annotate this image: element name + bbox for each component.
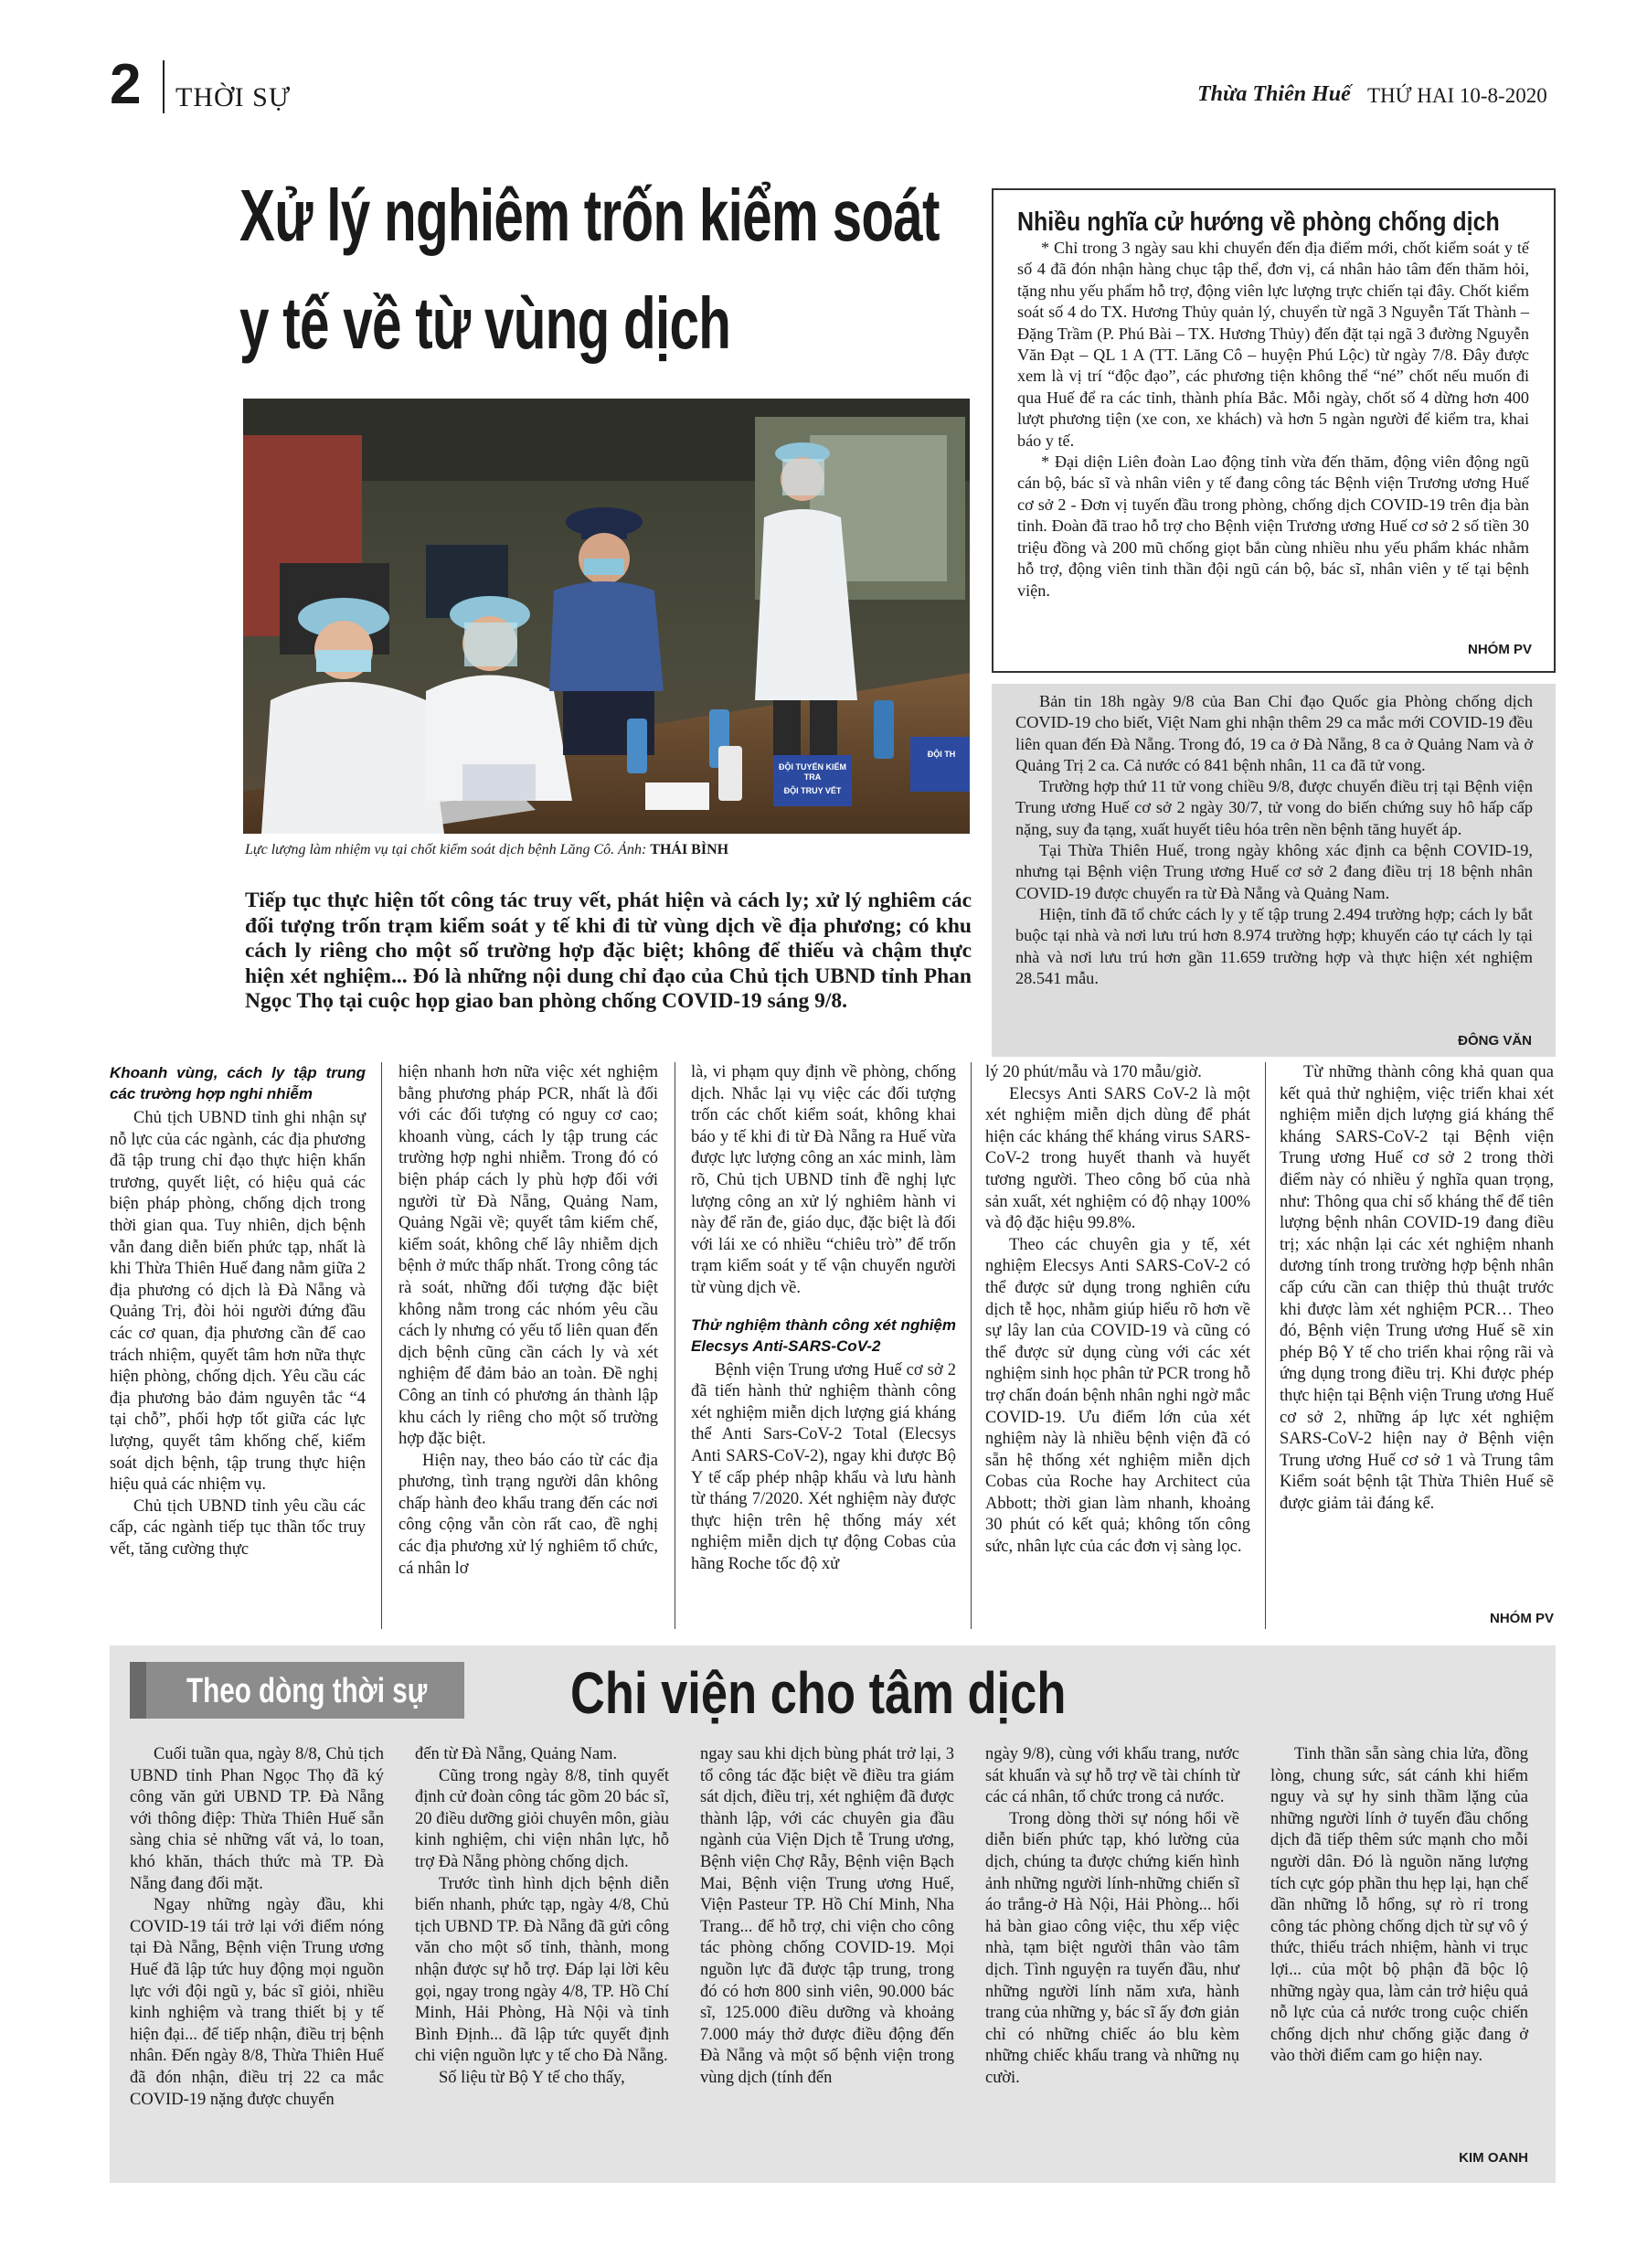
gray-box-paragraph: Tại Thừa Thiên Huế, trong ngày không xác định ca bệnh COVID-19, nhưng tại Bệnh viện Trung ương Huế cơ sở 2 đang điều trị 18 bệnh nhân COVID-19 được chuyển ra từ Đà Nẵng và Quảng Nam. — [1015, 841, 1533, 902]
article-column-2 — [398, 1062, 658, 1580]
sidebar-title: Nhiều nghĩa cử hướng về phòng chống dịch — [1017, 208, 1500, 237]
sidebar-byline: NHÓM PV — [1467, 642, 1532, 657]
sidebar-body — [1017, 238, 1529, 602]
sidebar-paragraph: * Chỉ trong 3 ngày sau khi chuyển đến địa điểm mới, chốt kiểm soát y tế số 4 đã đón nhận hàng chục tập thể, đơn vị, cá nhân hảo tâm đến thăm hỏi, tặng nhu yếu phẩm hỗ trợ, động viên lực lượng trực chiến tại đây. Chốt kiểm soát số 4 do TX. Hương Thủy quản lý, chuyển từ ngã 3 Nguyễn Tất Thành – Đặng Trầm (P. Phú Bài – TX. Hương Thủy) đến đặt tại ngã 3 đường Nguyễn Văn Đạt – QL 1 A (TT. Lăng Cô – huyện Phú Lộc) từ ngày 7/8. Đây được xem là vị trí “độc đạo”, các phương tiện không thể “né” chốt nếu muốn đi qua Huế để ra các tỉnh, thành phía Bắc. Mỗi ngày, chốt số 4 dừng hơn 400 lượt phương tiện (xe con, xe khách) và hơn 5 ngàn người để kiểm tra, khai báo y tế. — [1017, 239, 1529, 450]
commentary-column-1 — [130, 1744, 384, 2111]
commentary-paragraph: ngay sau khi dịch bùng phát trở lại, 3 tổ công tác đặc biệt về điều tra giám sát dịch, điều trị, xét nghiệm đã được thành lập, với các chuyên gia đầu ngành của Viện Dịch tễ Trung ương, Bệnh viện Chợ Rẫy, Bệnh viện Bạch Mai, Bệnh viện Trung ương Huế, Viện Pasteur TP. Hồ Chí Minh, Nha Trang... để hỗ trợ, chi viện cho công tác phòng chống COVID-19. Mọi nguồn lực đã được tập trung, trong đó có hơn 800 sinh viên, 90.000 bác sĩ, 125.000 điều dưỡng và khoảng 7.000 máy thở được điều động đến Đà Nẵng và một số bệnh viện trong vùng dịch (tính đến — [700, 1745, 954, 2087]
header-divider — [163, 60, 165, 113]
column-rule — [1265, 1062, 1266, 1629]
column-rule — [381, 1062, 382, 1629]
page-number: 2 — [110, 53, 142, 116]
photo-sign-1: ĐỘI TUYẾN KIỂM TRA — [778, 762, 846, 782]
page-header — [0, 0, 1647, 137]
commentary-paragraph: đến từ Đà Nẵng, Quảng Nam. — [415, 1745, 618, 1763]
caption-text: Lực lượng làm nhiệm vụ tại chốt kiểm soát dịch bệnh Lăng Cô. Ảnh: — [245, 842, 647, 857]
article-byline: NHÓM PV — [1489, 1611, 1554, 1626]
photo-sign-3: ĐỘI TH — [927, 750, 956, 759]
gray-box-paragraph: Trường hợp thứ 11 tử vong chiều 9/8, được chuyển điều trị tại Bệnh viện Trung ương Huế cơ sở 2 ngày 30/7, tử vong do biến chứng suy hô hấp cấp nặng, suy đa tạng, xuất huyết tiêu hóa trên nền bệnh tăng huyết áp. — [1015, 777, 1533, 838]
issue-date: THỨ HAI 10-8-2020 — [1367, 84, 1547, 107]
caption-credit: THÁI BÌNH — [650, 842, 729, 857]
article-column-3 — [691, 1062, 956, 1575]
column-subhead: Thử nghiệm thành công xét nghiệm Elecsys Anti-SARS-CoV-2 — [691, 1315, 956, 1355]
commentary-paragraph: Trong dòng thời sự nóng hổi về diễn biến phức tạp, khó lường của dịch, chúng ta được chứng kiến hình ảnh những người lính-những chiến sĩ áo trắng-ở Hà Nội, Hải Phòng... hối hả bàn giao công việc, thu xếp việc nhà, tạm biệt người thân vào tâm dịch. Tình nguyện ra tuyến đầu, như những người lính năm xưa, hành trang của những y, bác sĩ ấy đơn giản chỉ có những chiếc áo blu kèm những chiếc khẩu trang và những nụ cười. — [985, 1809, 1239, 2087]
article-paragraph: Bệnh viện Trung ương Huế cơ sở 2 đã tiến hành thử nghiệm thành công xét nghiệm miễn dịch lượng giá kháng thể Anti Sars-CoV-2 Total (Elecsys Anti SARS-CoV-2), ngay khi được Bộ Y tế cấp phép nhập khẩu và lưu hành từ tháng 7/2020. Xét nghiệm này được thực hiện trên hệ thống máy xét nghiệm miễn dịch tự động Cobas của hãng Roche tốc độ xử — [691, 1360, 956, 1573]
article-paragraph: lý 20 phút/mẫu và 170 mẫu/giờ. — [985, 1063, 1202, 1081]
photo-caption — [245, 841, 976, 859]
sidebar-box — [992, 188, 1556, 673]
column-rule — [971, 1062, 972, 1629]
publication-name: Thừa Thiên Huế — [1197, 82, 1351, 106]
commentary-paragraph: Cuối tuần qua, ngày 8/8, Chủ tịch UBND tỉnh Phan Ngọc Thọ đã ký công văn gửi UBND TP. Đà Nẵng với thông điệp: Thừa Thiên Huế sẵn sàng chia sẻ những vất vả, lo toan, khó khăn, thách thức mà TP. Đà Nẵng đang đối mặt. — [130, 1745, 384, 1893]
commentary-paragraph: Số liệu từ Bộ Y tế cho thấy, — [439, 2068, 625, 2087]
main-headline — [239, 174, 971, 384]
gray-box-byline: ĐÔNG VĂN — [1458, 1033, 1532, 1049]
article-paragraph: Theo các chuyên gia y tế, xét nghiệm Elecsys Anti SARS-CoV-2 có thể được sử dụng trong nghiên cứu dịch tễ học, nhằm giúp hiểu rõ hơn về sự lây lan của COVID-19 và cũng có thể được sử dụng cùng với các xét nghiệm sinh học phân tử PCR trong hỗ trợ chẩn đoán bệnh nhân nghi ngờ mắc COVID-19. Ưu điểm lớn của xét nghiệm này là nhiều bệnh viện đã có sẵn hệ thống xét nghiệm miễn dịch Cobas của Roche hay Architect của Abbott; thời gian làm nhanh, khoảng 30 phút có kết quả; không tốn công sức, nhân lực của các đơn vị sàng lọc. — [985, 1235, 1250, 1557]
gray-box-paragraph: Hiện, tỉnh đã tổ chức cách ly y tế tập trung 2.494 trường hợp; cách ly bắt buộc tại nhà và nơi lưu trú hơn 8.974 trường hợp; khuyến cáo tự cách ly tại nhà và nơi lưu trú hơn gần 11.659 trường hợp và thực hiện xét nghiệm 28.541 mẫu. — [1015, 904, 1533, 987]
gray-box-paragraph: Bản tin 18h ngày 9/8 của Ban Chỉ đạo Quốc gia Phòng chống dịch COVID-19 cho biết, Việt Nam ghi nhận thêm 29 ca mắc mới COVID-19 đều liên quan đến Đà Nẵng. Trong đó, 19 ca ở Đà Nẵng, 8 ca ở Quảng Nam và ở Quảng Trị 2 ca. Cả nước có 841 bệnh nhân, 11 ca đã tử vong. — [1015, 692, 1533, 774]
article-paragraph: Từ những thành công khả quan qua kết quả thử nghiệm, việc triển khai xét nghiệm miễn dịch lượng giá kháng thể kháng SARS-CoV-2 tại Bệnh viện Trung ương Huế cơ sở 2 trong thời điểm này có nhiều ý nghĩa quan trọng, như: Thông qua chỉ số kháng thể để tiên lượng bệnh nhân COVID-19 đang điều trị; xác nhận lại các xét nghiệm nhanh dương tính trong trường hợp bệnh nhân cấp cứu cần can thiệp thủ thuật trước khi được làm xét nghiệm PCR… Theo đó, Bệnh viện Trung ương Huế sẽ xin phép Bộ Y tế cho triển khai rộng rãi và ứng dụng trong điều trị. Khi được phép thực hiện tại Bệnh viện Trung ương Huế cơ sở 2, những áp lực xét nghiệm SARS-CoV-2 hiện nay ở Bệnh viện Trung ương Huế cơ sở 1 và Trung tâm Kiểm soát bệnh tật Thừa Thiên Huế sẽ được giảm tải đáng kể. — [1280, 1063, 1554, 1513]
commentary-paragraph: ngày 9/8), cùng với khẩu trang, nước sát khuẩn và sự hỗ trợ về tài chính từ các cá nhân, tổ chức trong cả nước. — [985, 1745, 1239, 1807]
lead-paragraph: Tiếp tục thực hiện tốt công tác truy vết, phát hiện và cách ly; xử lý nghiêm các đối tượng trốn trạm kiểm soát y tế khi đi từ vùng dịch về địa phương; có khu cách ly riêng cho một số trường hợp đặc biệt; không để thiếu và chậm thực hiện xét nghiệm... Đó là những nội dung chỉ đạo của Chủ tịch UBND tỉnh Phan Ngọc Thọ tại cuộc họp giao ban phòng chống COVID-19 sáng 9/8. — [245, 889, 972, 1013]
gray-box-body — [1015, 691, 1533, 989]
tag-accent — [130, 1662, 146, 1719]
section-tag-label: Theo dòng thời sự — [186, 1672, 428, 1710]
column-subhead: Khoanh vùng, cách ly tập trung các trường hợp nghi nhiễm — [110, 1064, 366, 1102]
article-column-4 — [985, 1062, 1250, 1559]
main-photo — [243, 399, 970, 834]
sidebar-paragraph: * Đại diện Liên đoàn Lao động tỉnh vừa đến thăm, động viên động ngũ cán bộ, bác sĩ và nhân viên y tế đang công tác Bệnh viện Trương ương Huế cơ sở 2 - Đơn vị tuyến đầu trong phòng, chống dịch COVID-19 trên địa bàn tỉnh. Đoàn đã trao hỗ trợ cho Bệnh viện Trương ương Huế cơ sở 2 số tiền 30 triệu đồng và 200 mũ chống giọt bắn cùng nhiều nhu yếu phẩm khác nhằm hỗ trợ, động viên tinh thần đội ngũ cán bộ, bác sĩ, nhân viên y tế tại bệnh viện. — [1017, 453, 1529, 600]
article-paragraph: Chủ tịch UBND tỉnh ghi nhận sự nỗ lực của các ngành, các địa phương đã tập trung chỉ đạo thực hiện khẩn trương, quyết liệt, có hiệu quả các biện pháp phòng, chống dịch trong thời gian qua. Tuy nhiên, dịch bệnh vẫn đang diễn biến phức tạp, nhất là khi Thừa Thiên Huế đang nằm giữa 2 địa phương có dịch là Đà Nẵng và Quảng Trị, đòi hỏi người đứng đầu các cơ quan, địa phương cần để cao trách nhiệm, quyết tâm hơn nữa thực hiện phòng, chống dịch. Yêu cầu các địa phương bảo đảm nguyên tắc “4 tại chỗ”, phối hợp tốt giữa các lực lượng, quyết tâm khống chế, kiểm soát dịch bệnh, tập trung thực hiện hiệu quả các nhiệm vụ. — [110, 1109, 366, 1495]
gray-news-box — [992, 684, 1556, 1057]
commentary-byline: KIM OANH — [1459, 2150, 1528, 2166]
commentary-paragraph: Trước tình hình dịch bệnh diễn biến nhanh, phức tạp, ngày 4/8, Chủ tịch UBND TP. Đà Nẵng đã gửi công văn cho một số tỉnh, thành, mong nhận được sự hỗ trợ. Đáp lại lời kêu gọi, ngay trong ngày 4/8, TP. Hồ Chí Minh, Hải Phòng, Hà Nội và tỉnh Bình Định... đã lập tức quyết định chi viện nguồn lực y tế cho Đà Nẵng. — [415, 1874, 669, 2066]
commentary-paragraph: Cũng trong ngày 8/8, tỉnh quyết định cử đoàn công tác gồm 20 bác sĩ, 20 điều dưỡng giỏi chuyên môn, giàu kinh nghiệm, chi viện nhân lực, hỗ trợ Đà Nẵng phòng chống dịch. — [415, 1766, 669, 1871]
headline-line-2: y tế về từ vùng dịch — [239, 282, 731, 364]
commentary-column-3 — [700, 1744, 954, 2090]
commentary-column-5 — [1270, 1744, 1528, 2068]
commentary-paragraph: Tinh thần sẵn sàng chia lửa, đồng lòng, chung sức, sát cánh khi hiểm nguy và sự hy sinh thầm lặng của những người lính ở tuyến đầu chống dịch đã tiếp thêm sức mạnh cho mỗi người dân. Đó là nguồn năng lượng tích cực góp phần thu hẹp lại, hạn chế dần những lỗ hổng, sự rò rỉ trong công tác phòng chống dịch từ sự vô ý thức, thiếu trách nhiệm, hành vi trục lợi... của một bộ phận đã bộc lộ những ngày qua, làm cản trở hiệu quả nỗ lực của cả nước trong cuộc chiến chống dịch như chống giặc đang ở vào thời điểm cam go hiện nay. — [1270, 1745, 1528, 2066]
article-paragraph: là, vi phạm quy định về phòng, chống dịch. Nhắc lại vụ việc các đối tượng trốn các chốt kiểm soát, không khai báo y tế khi đi từ Đà Nẵng ra Huế vừa được lực lượng công an xác minh, làm rõ, Chủ tịch UBND tỉnh đề nghị lực lượng công an xử lý nghiêm hành vi này để răn đe, giáo dục, đặc biệt là đối với lái xe có nhiều “chiêu trò” để trốn trạm kiểm soát y tế vận chuyển người từ vùng dịch về. — [691, 1063, 956, 1297]
headline-line-1: Xử lý nghiêm trốn kiểm soát — [239, 175, 940, 256]
section-tag — [130, 1662, 464, 1719]
article-paragraph: hiện nhanh hơn nữa việc xét nghiệm bằng phương pháp PCR, nhất là đối với các đối tượng có nguy cơ cao; khoanh vùng, cách ly tập trung các trường hợp nghi nhiễm. Trong đó có biện pháp cách ly phù hợp đối với người từ Đà Nẵng, Quảng Nam, Quảng Ngãi về; quyết tâm kiểm chế, kiểm soát, không chế lây nhiễm dịch bệnh ở mức thấp nhất. Trong công tác rà soát, những đối tượng đặc biệt không nằm trong các nhóm yêu cầu cách ly nhưng có yếu tố liên quan đến dịch bệnh cũng cần cách ly và xét nghiệm để đảm bảo an toàn. Đề nghị Công an tỉnh có phương án thành lập khu cách ly riêng cho một số trường hợp đặc biệt. — [398, 1063, 658, 1449]
commentary-section — [110, 1645, 1556, 2183]
article-column-5 — [1280, 1062, 1554, 1515]
article-paragraph: Hiện nay, theo báo cáo từ các địa phương, tình trạng người dân không chấp hành đeo khẩu trang đến các nơi công cộng vẫn còn rất cao, đề nghị các địa phương xử lý nghiêm tổ chức, cá nhân lơ — [398, 1451, 658, 1578]
article-paragraph: Chủ tịch UBND tỉnh yêu cầu các cấp, các ngành tiếp tục thần tốc truy vết, tăng cường thực — [110, 1496, 366, 1559]
commentary-paragraph: Ngay những ngày đầu, khi COVID-19 tái trở lại với điểm nóng tại Đà Nẵng, Bệnh viện Trung ương Huế đã lập tức huy động mọi nguồn lực với đội ngũ y, bác sĩ giỏi, nhiều kinh nghiệm và trang thiết bị y tế hiện đại... để tiếp nhận, điều trị bệnh nhân. Đến ngày 8/8, Thừa Thiên Huế đã đón nhận, điều trị 22 ca mắc COVID-19 nặng được chuyển — [130, 1896, 384, 2109]
commentary-headline: Chi viện cho tâm dịch — [570, 1660, 1067, 1726]
photo-sign-2: ĐỘI TRUY VẾT — [783, 786, 842, 795]
commentary-column-4 — [985, 1744, 1239, 2090]
section-name: THỜI SỰ — [175, 82, 292, 112]
commentary-column-2 — [415, 1744, 669, 2090]
article-paragraph: Elecsys Anti SARS CoV-2 là một xét nghiệm miễn dịch dùng để phát hiện các kháng thể kháng virus SARS-CoV-2 trong huyết thanh và huyết tương người. Theo công bố của nhà sản xuất, xét nghiệm có độ nhạy 100% và độ đặc hiệu 99.8%. — [985, 1084, 1250, 1233]
article-column-1 — [110, 1062, 366, 1560]
